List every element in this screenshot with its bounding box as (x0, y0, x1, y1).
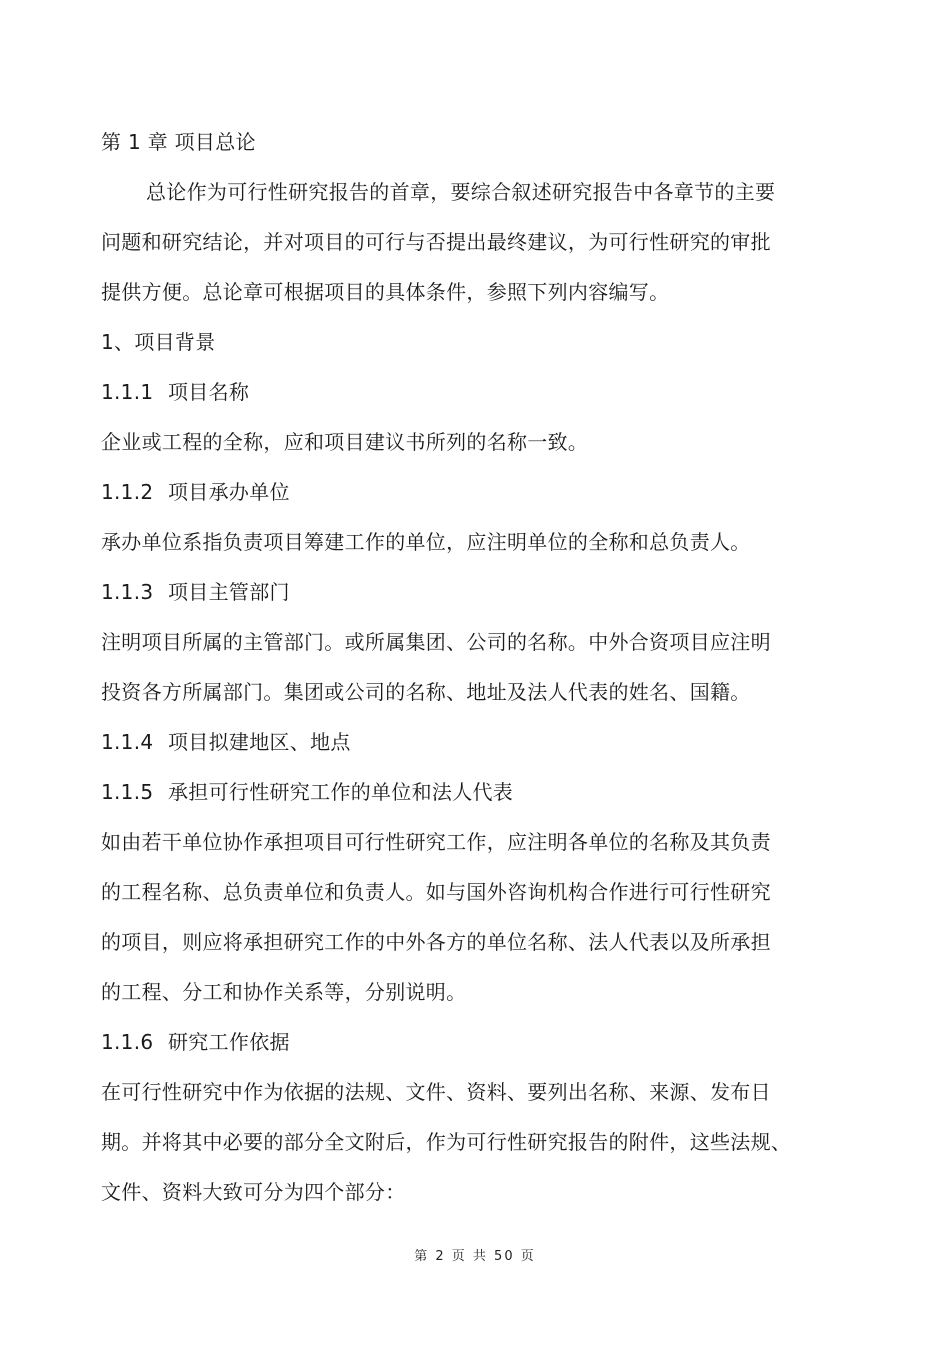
subsection-body-1-1-3-line-2: 投资各方所属部门。集团或公司的名称、地址及法人代表的姓名、国籍。 (101, 680, 751, 704)
subsection-body-1-1-5-line-3: 的项目，则应将承担研究工作的中外各方的单位名称、法人代表以及所承担 (101, 930, 771, 954)
subsection-body-1-1-1-line-1: 企业或工程的全称，应和项目建议书所列的名称一致。 (101, 430, 589, 454)
subsection-body-1-1-5-line-1: 如由若干单位协作承担项目可行性研究工作，应注明各单位的名称及其负责 (101, 830, 771, 854)
intro-line-1: 总论作为可行性研究报告的首章，要综合叙述研究报告中各章节的主要 (146, 180, 776, 204)
subsection-title: 研究工作依据 (168, 1030, 290, 1054)
subsection-number: 1.1.4 (101, 730, 154, 754)
subsection-number: 1.1.3 (101, 580, 154, 604)
subsection-number: 1.1.2 (101, 480, 154, 504)
subsection-heading-1-1-5 (101, 779, 513, 805)
subsection-body-1-1-6-line-1: 在可行性研究中作为依据的法规、文件、资料、要列出名称、来源、发布日 (101, 1080, 771, 1104)
subsection-title: 承担可行性研究工作的单位和法人代表 (168, 780, 514, 804)
subsection-heading-1-1-3 (101, 579, 290, 605)
subsection-body-1-1-6-line-3: 文件、资料大致可分为四个部分： (101, 1180, 406, 1204)
intro-line-3: 提供方便。总论章可根据项目的具体条件，参照下列内容编写。 (101, 280, 670, 304)
subsection-title: 项目主管部门 (168, 580, 290, 604)
subsection-title: 项目承办单位 (168, 480, 290, 504)
chapter-title: 第 1 章 项目总论 (101, 130, 256, 154)
subsection-body-1-1-2-line-1: 承办单位系指负责项目筹建工作的单位，应注明单位的全称和总负责人。 (101, 530, 751, 554)
subsection-number: 1.1.6 (101, 1030, 154, 1054)
page-footer: 第 2 页 共 50 页 (414, 1249, 536, 1264)
subsection-heading-1-1-1 (101, 379, 249, 405)
subsection-heading-1-1-2 (101, 479, 290, 505)
subsection-heading-1-1-6 (101, 1029, 290, 1055)
section-heading-background: 1、项目背景 (101, 330, 216, 354)
subsection-heading-1-1-4 (101, 729, 351, 755)
subsection-number: 1.1.1 (101, 380, 154, 404)
subsection-title: 项目拟建地区、地点 (168, 730, 351, 754)
intro-line-2: 问题和研究结论，并对项目的可行与否提出最终建议，为可行性研究的审批 (101, 230, 771, 254)
subsection-body-1-1-3-line-1: 注明项目所属的主管部门。或所属集团、公司的名称。中外合资项目应注明 (101, 630, 771, 654)
subsection-number: 1.1.5 (101, 780, 154, 804)
subsection-body-1-1-5-line-2: 的工程名称、总负责单位和负责人。如与国外咨询机构合作进行可行性研究 (101, 880, 771, 904)
subsection-title: 项目名称 (168, 380, 250, 404)
subsection-body-1-1-6-line-2: 期。并将其中必要的部分全文附后，作为可行性研究报告的附件，这些法规、 (101, 1130, 792, 1154)
subsection-body-1-1-5-line-4: 的工程、分工和协作关系等，分别说明。 (101, 980, 467, 1004)
